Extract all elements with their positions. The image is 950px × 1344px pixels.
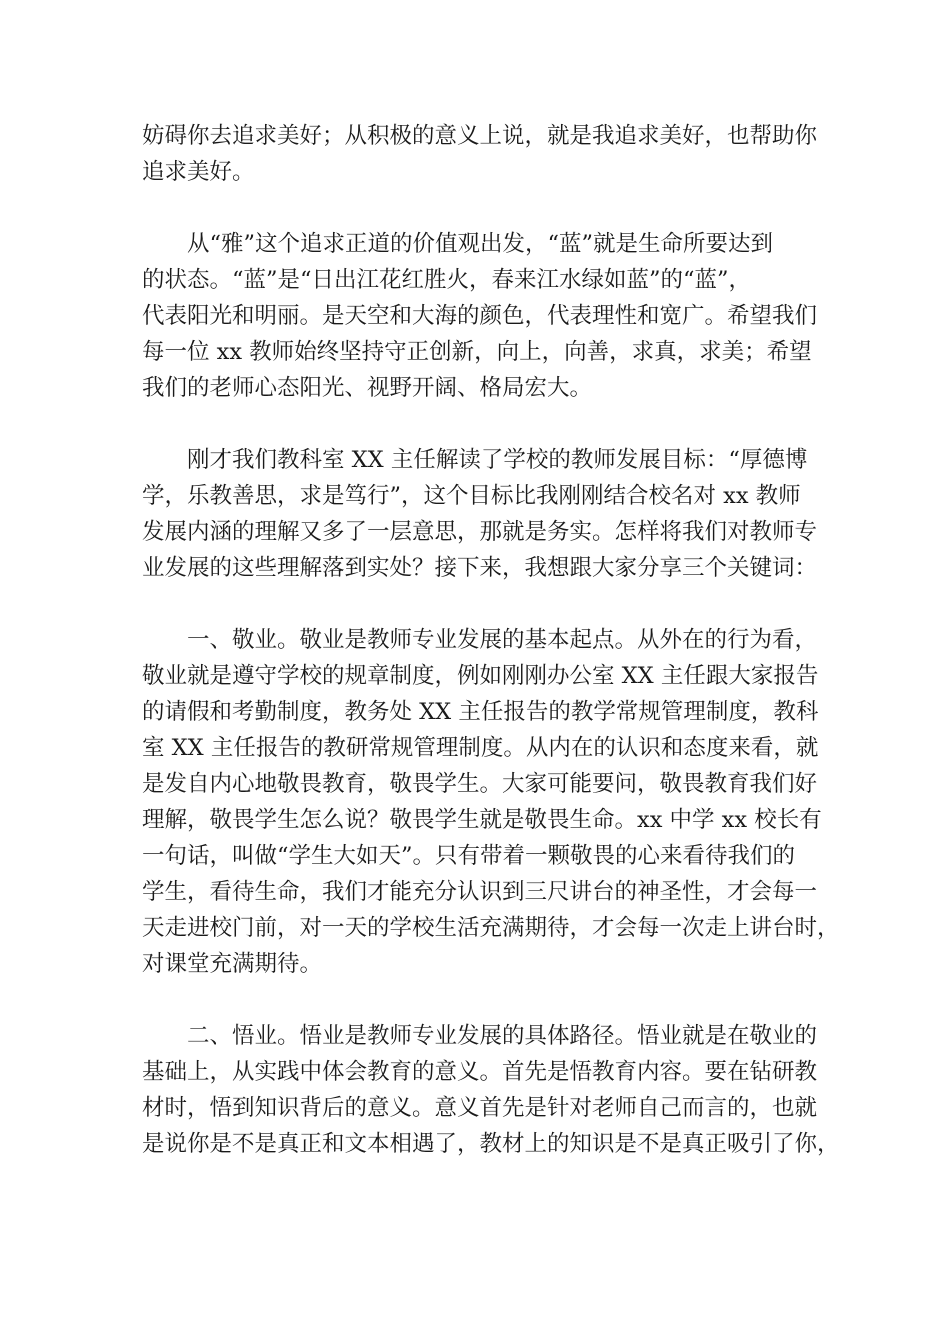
text-line: 的状态。“蓝”是“日出江花红胜火，春来江水绿如蓝”的“蓝”， [142, 267, 752, 293]
text-line: 对课堂充满期待。 [142, 951, 323, 977]
text-line: 一句话，叫做“学生大如天”。只有带着一颗敬畏的心来看待我们的 [142, 843, 796, 869]
paragraph-3 [142, 442, 832, 586]
text-line: 室 XX 主任报告的教研常规管理制度。从内在的认识和态度来看，就 [142, 735, 819, 761]
text-line: 业发展的这些理解落到实处？接下来，我想跟大家分享三个关键词： [142, 555, 818, 581]
text-line: 材时，悟到知识背后的意义。意义首先是针对老师自己而言的，也就 [142, 1095, 818, 1121]
text-line: 的请假和考勤制度，教务处 XX 主任报告的教学常规管理制度，教科 [142, 699, 819, 725]
text-line: 从“雅”这个追求正道的价值观出发，“蓝”就是生命所要达到 [187, 231, 774, 257]
paragraph-4 [142, 622, 840, 982]
text-line: 我们的老师心态阳光、视野开阔、格局宏大。 [142, 375, 593, 401]
text-line: 基础上，从实践中体会教育的意义。首先是悟教育内容。要在钻研教 [142, 1059, 818, 1085]
text-line: 学生，看待生命，我们才能充分认识到三尺讲台的神圣性，才会每一 [142, 879, 818, 905]
text-line: 敬业就是遵守学校的规章制度，例如刚刚办公室 XX 主任跟大家报告 [142, 663, 819, 689]
paragraph-5 [142, 1018, 840, 1162]
text-line: 发展内涵的理解又多了一层意思，那就是务实。怎样将我们对教师专 [142, 519, 818, 545]
text-line: 追求美好。 [142, 159, 255, 185]
paragraph-1 [142, 118, 832, 190]
paragraph-2 [142, 226, 832, 406]
text-line: 理解，敬畏学生怎么说？敬畏学生就是敬畏生命。xx 中学 xx 校长有 [142, 807, 822, 833]
text-line: 妨碍你去追求美好；从积极的意义上说，就是我追求美好，也帮助你 [142, 123, 818, 149]
text-line: 一、敬业。敬业是教师专业发展的基本起点。从外在的行为看， [187, 627, 818, 653]
document-body [142, 118, 840, 1198]
text-line: 学，乐教善思，求是笃行”，这个目标比我刚刚结合校名对 xx 教师 [142, 483, 801, 509]
text-line: 二、悟业。悟业是教师专业发展的具体路径。悟业就是在敬业的 [187, 1023, 818, 1049]
text-line: 每一位 xx 教师始终坚持守正创新，向上，向善，求真，求美；希望 [142, 339, 812, 365]
text-line: 是说你是不是真正和文本相遇了，教材上的知识是不是真正吸引了你， [142, 1131, 840, 1157]
text-line: 刚才我们教科室 XX 主任解读了学校的教师发展目标：“厚德博 [187, 447, 808, 473]
text-line: 代表阳光和明丽。是天空和大海的颜色，代表理性和宽广。希望我们 [142, 303, 818, 329]
text-line: 是发自内心地敬畏教育，敬畏学生。大家可能要问，敬畏教育我们好 [142, 771, 818, 797]
text-line: 天走进校门前，对一天的学校生活充满期待，才会每一次走上讲台时， [142, 915, 840, 941]
